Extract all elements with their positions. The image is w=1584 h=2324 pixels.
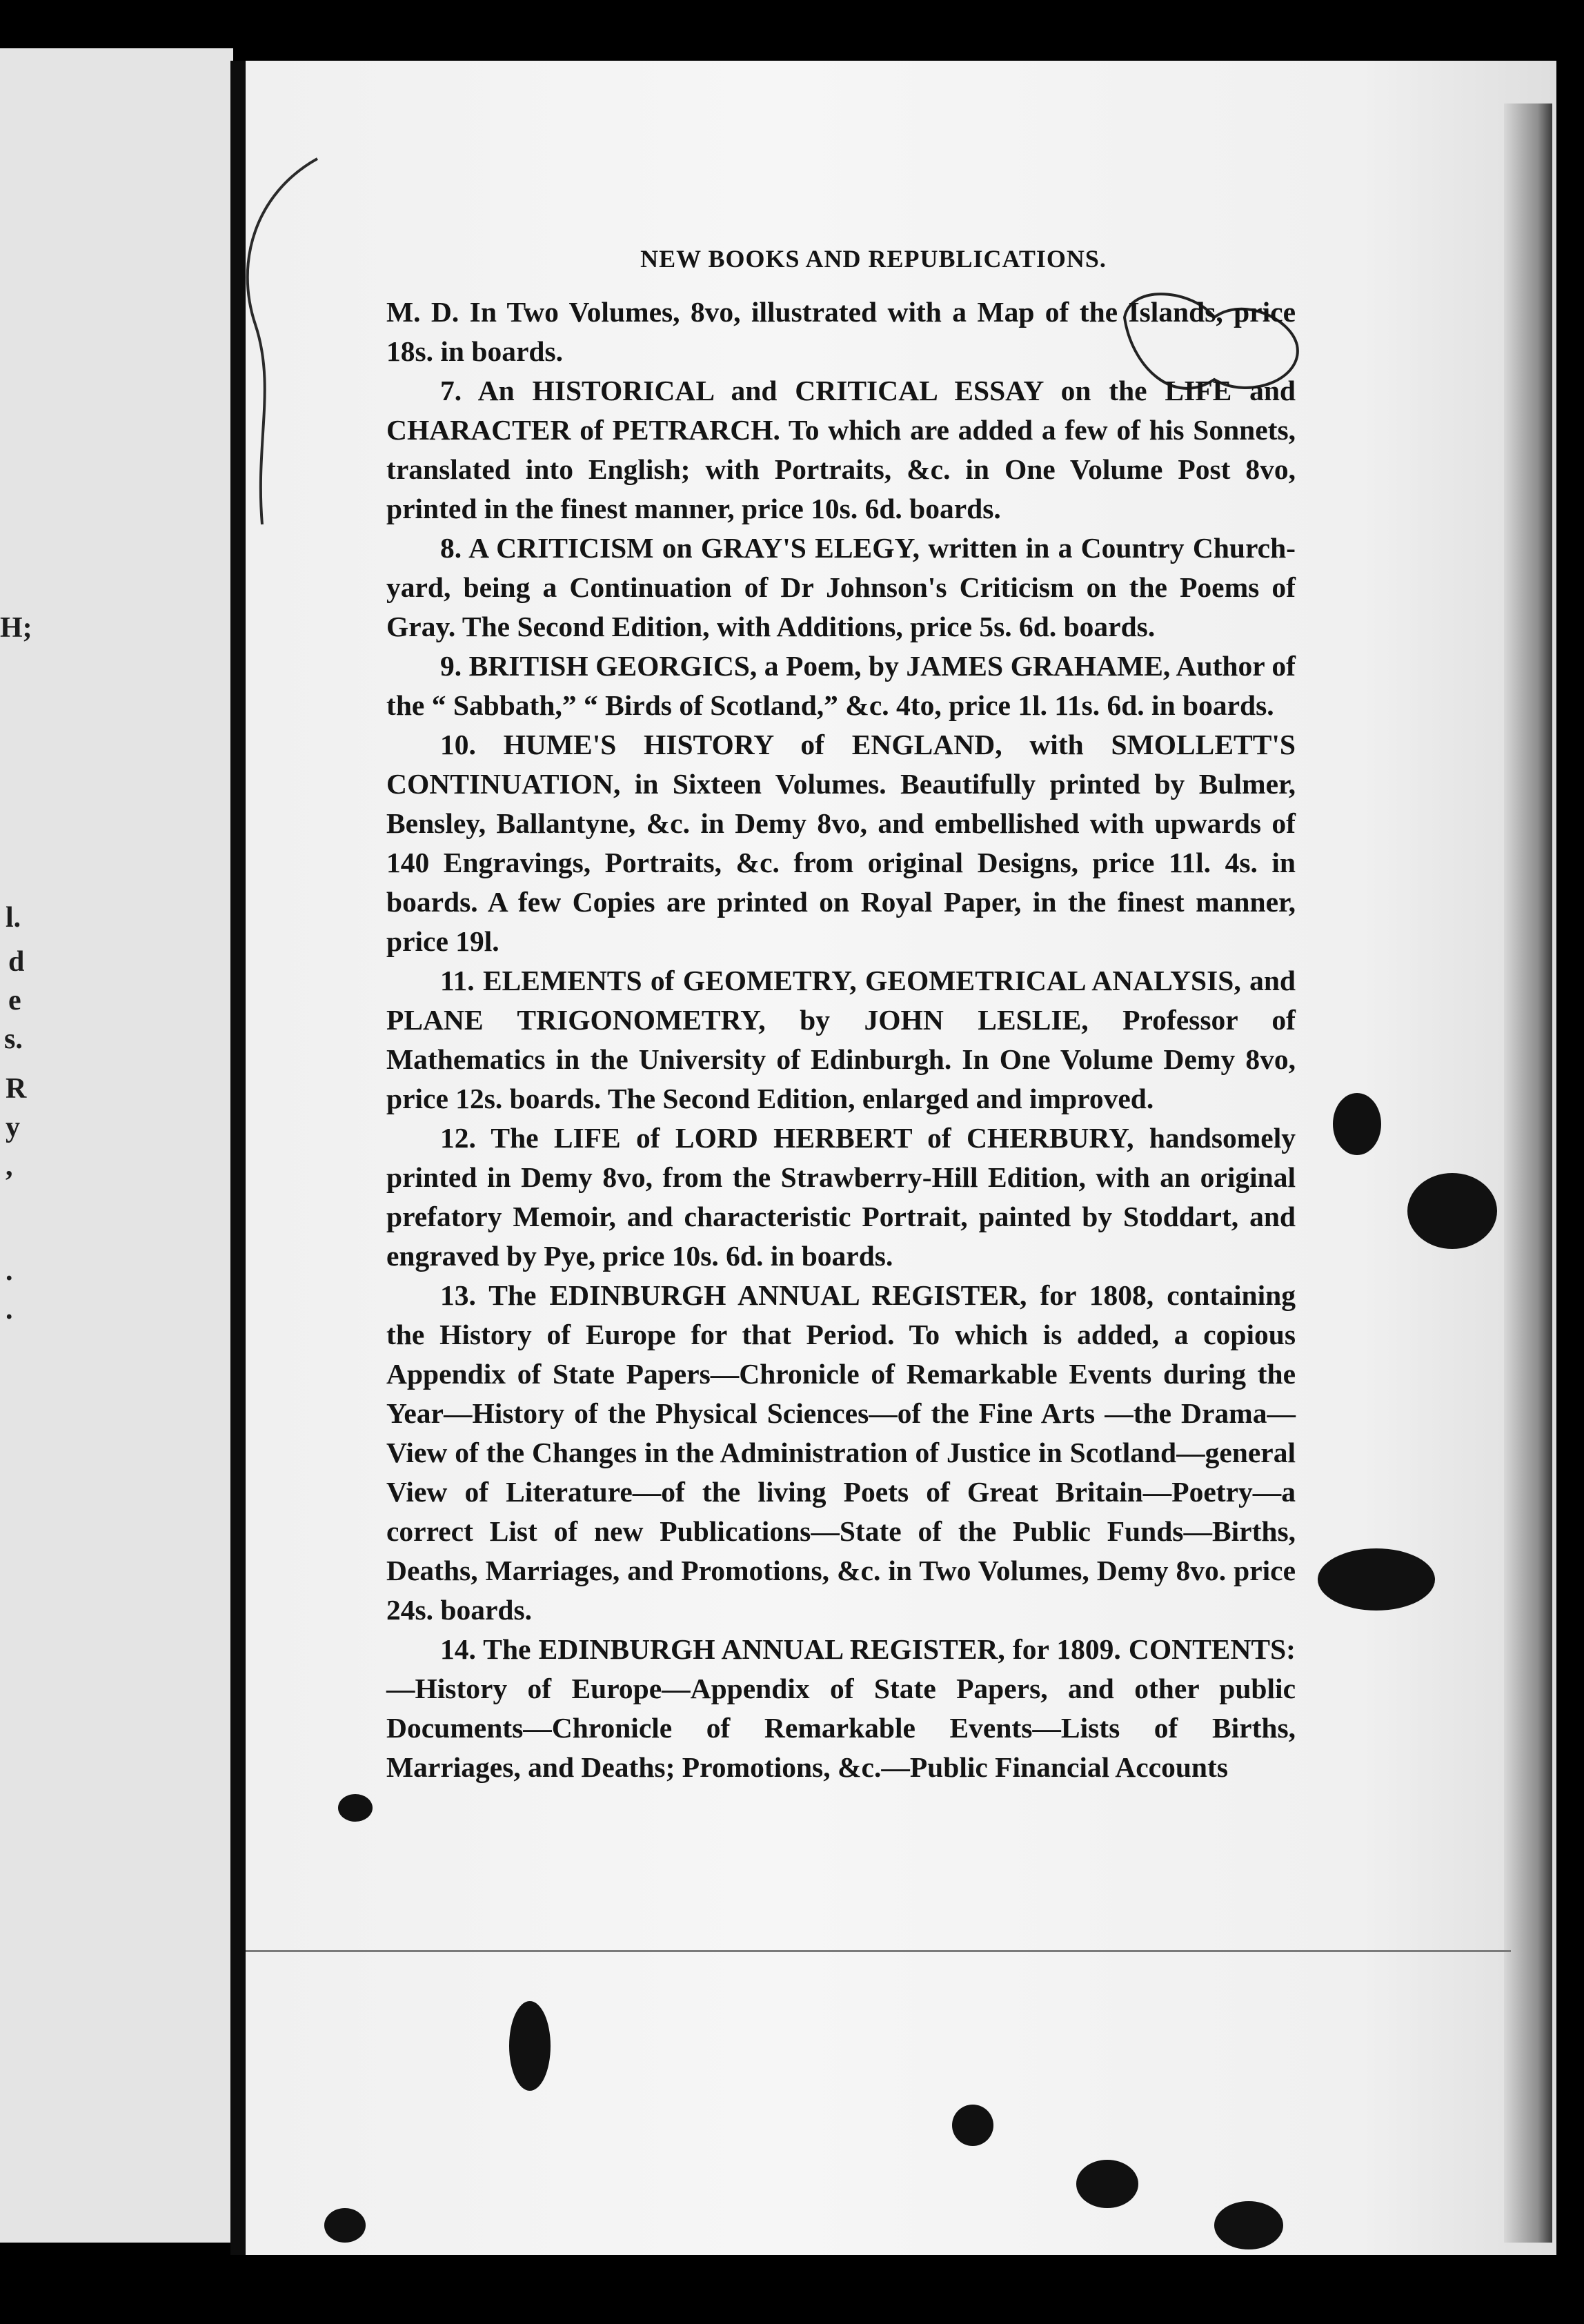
entry-paragraph: 12. The LIFE of LORD HERBERT of CHERBURY, handsomely printed in Demy 8vo, from the Strawberry-Hill Edition, with an original prefatory Memoir, and characteristic Portrait, painted by Stoddart, and engraved by Pye, price 10s. 6d. in boards. [386, 1122, 1296, 1272]
left-page-fragment: d [8, 946, 25, 978]
ink-blot [324, 2208, 366, 2243]
body-text [386, 293, 1296, 1787]
left-page-fragment: l. [6, 902, 21, 934]
ink-blot [952, 2105, 993, 2146]
left-page-fragment: , [6, 1150, 13, 1182]
ink-blot [509, 2001, 551, 2091]
entry-paragraph: 10. HUME'S HISTORY of ENGLAND, with SMOLLETT'S CONTINUATION, in Sixteen Volumes. Beautifully printed by Bulmer, Bensley, Ballantyne, &c. in Demy 8vo, and embellished with upwards of 140 Engravings, Portraits, &c. from original Designs, price 11l. 4s. in boards. A few Copies are printed on Royal Paper, in the finest manner, price 19l. [386, 729, 1296, 957]
page-fold-line [246, 1950, 1511, 1952]
left-facing-page [0, 48, 233, 2243]
entry-paragraph: 9. BRITISH GEORGICS, a Poem, by JAMES GRAHAME, Author of the “ Sabbath,” “ Birds of Scotland,” &c. 4to, price 1l. 11s. 6d. in boards. [386, 650, 1296, 721]
page-edge-shadow [1504, 104, 1552, 2243]
ink-blot [1407, 1173, 1497, 1249]
entry-paragraph: 14. The EDINBURGH ANNUAL REGISTER, for 1809. CONTENTS:—History of Europe—Appendix of State Papers, and other public Documents—Chronicle of Remarkable Events—Lists of Births, Marriages, and Deaths; Promotions, &c.—Public Financial Accounts [386, 1633, 1296, 1783]
ink-blot [338, 1794, 373, 1822]
entry-paragraph: 13. The EDINBURGH ANNUAL REGISTER, for 1808, containing the History of Europe for that Period. To which is added, a copious Appendix of State Papers—Chronicle of Remarkable Events during the Year—History of the Physical Sciences—of the Fine Arts —the Drama—View of the Changes in the Administration of Justice in Scotland—general View of Literature—of the living Poets of Great Britain—Poetry—a correct List of new Publications—State of the Public Funds—Births, Deaths, Marriages, and Promotions, &c. in Two Volumes, Demy 8vo. price 24s. boards. [386, 1279, 1296, 1626]
ink-blot [1318, 1548, 1435, 1611]
entry-paragraph: 7. An HISTORICAL and CRITICAL ESSAY on the LIFE and CHARACTER of PETRARCH. To which are added a few of his Sonnets, translated into English; with Portraits, &c. in One Volume Post 8vo, printed in the finest manner, price 10s. 6d. boards. [386, 375, 1296, 524]
pen-mark [228, 152, 324, 538]
entry-paragraph: 8. A CRITICISM on GRAY'S ELEGY, written in a Country Church-yard, being a Continuation of Dr Johnson's Criticism on the Poems of Gray. The Second Edition, with Additions, price 5s. 6d. boards. [386, 532, 1296, 642]
left-page-fragment: y [6, 1112, 20, 1143]
ink-blot [1076, 2160, 1138, 2208]
left-page-fragment: H; [0, 612, 32, 644]
ink-blot [1333, 1093, 1381, 1155]
continuation-paragraph: M. D. In Two Volumes, 8vo, illustrated with a Map of the Islands, price 18s. in boards. [386, 296, 1296, 367]
left-page-fragment: s. [4, 1023, 23, 1055]
left-page-fragment: e [8, 985, 21, 1016]
ink-blot [1214, 2201, 1283, 2249]
left-page-fragment: R [6, 1073, 27, 1105]
entry-paragraph: 11. ELEMENTS of GEOMETRY, GEOMETRICAL ANALYSIS, and PLANE TRIGONOMETRY, by JOHN LESLIE, Professor of Mathematics in the University of Edinburgh. In One Volume Demy 8vo, price 12s. boards. The Second Edition, enlarged and improved. [386, 965, 1296, 1114]
left-page-fragment: . [6, 1294, 13, 1326]
running-head: NEW BOOKS AND REPUBLICATIONS. [640, 245, 1107, 273]
left-page-fragment: . [6, 1255, 13, 1287]
